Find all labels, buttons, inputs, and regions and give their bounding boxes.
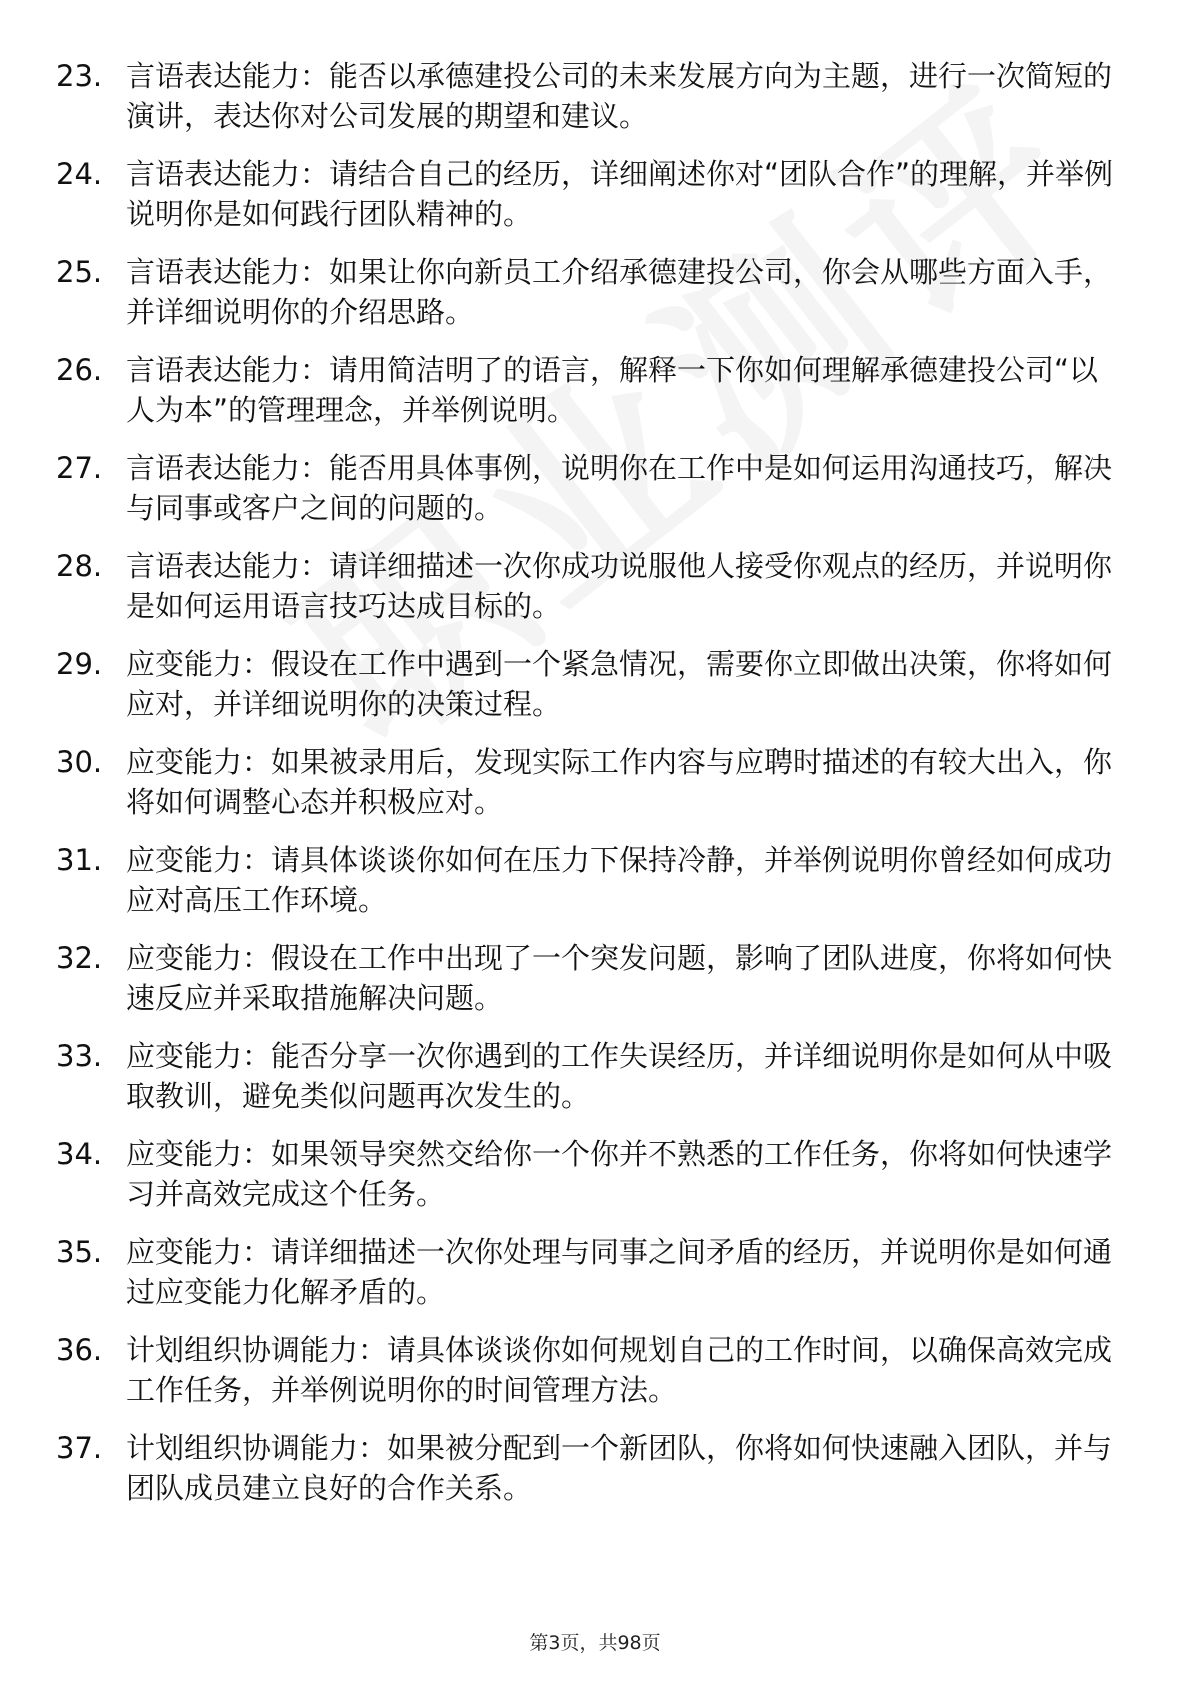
question-text: 应变能力：能否分享一次你遇到的工作失误经历，并详细说明你是如何从中吸取教训，避免类似问题再次发生的。	[126, 1039, 1113, 1113]
question-list	[0, 52, 1190, 1522]
question-number: 32.	[56, 941, 103, 975]
question-text: 言语表达能力：能否用具体事例，说明你在工作中是如何运用沟通技巧，解决与同事或客户之间的问题的。	[126, 451, 1113, 525]
question-item	[0, 542, 1190, 640]
question-item	[0, 1228, 1190, 1326]
question-number: 23.	[56, 59, 103, 93]
page-number-label: 第3页，共98页	[529, 1632, 661, 1654]
page-footer	[0, 1628, 1190, 1655]
question-text: 言语表达能力：如果让你向新员工介绍承德建投公司，你会从哪些方面入手，并详细说明你的介绍思路。	[126, 255, 1113, 329]
question-text: 计划组织协调能力：如果被分配到一个新团队，你将如何快速融入团队，并与团队成员建立良好的合作关系。	[126, 1431, 1113, 1505]
question-text: 应变能力：假设在工作中遇到一个紧急情况，需要你立即做出决策，你将如何应对，并详细说明你的决策过程。	[126, 647, 1113, 721]
question-text: 应变能力：假设在工作中出现了一个突发问题，影响了团队进度，你将如何快速反应并采取措施解决问题。	[126, 941, 1113, 1015]
question-number: 36.	[56, 1333, 103, 1367]
question-number: 27.	[56, 451, 103, 485]
question-text: 言语表达能力：请详细描述一次你成功说服他人接受你观点的经历，并说明你是如何运用语言技巧达成目标的。	[126, 549, 1113, 623]
question-text: 应变能力：请详细描述一次你处理与同事之间矛盾的经历，并说明你是如何通过应变能力化解矛盾的。	[126, 1235, 1113, 1309]
question-number: 31.	[56, 843, 103, 877]
question-item	[0, 150, 1190, 248]
question-number: 34.	[56, 1137, 103, 1171]
question-number: 26.	[56, 353, 103, 387]
question-item	[0, 836, 1190, 934]
question-item	[0, 346, 1190, 444]
question-item	[0, 640, 1190, 738]
question-item	[0, 1424, 1190, 1522]
question-number: 24.	[56, 157, 103, 191]
question-number: 35.	[56, 1235, 103, 1269]
question-text: 应变能力：如果被录用后，发现实际工作内容与应聘时描述的有较大出入，你将如何调整心态并积极应对。	[126, 745, 1113, 819]
question-text: 言语表达能力：能否以承德建投公司的未来发展方向为主题，进行一次简短的演讲，表达你对公司发展的期望和建议。	[126, 59, 1113, 133]
question-text: 应变能力：如果领导突然交给你一个你并不熟悉的工作任务，你将如何快速学习并高效完成这个任务。	[126, 1137, 1113, 1211]
question-number: 25.	[56, 255, 103, 289]
question-text: 言语表达能力：请结合自己的经历，详细阐述你对“团队合作”的理解，并举例说明你是如何践行团队精神的。	[126, 157, 1114, 231]
question-text: 计划组织协调能力：请具体谈谈你如何规划自己的工作时间，以确保高效完成工作任务，并举例说明你的时间管理方法。	[126, 1333, 1113, 1407]
question-item	[0, 444, 1190, 542]
question-number: 33.	[56, 1039, 103, 1073]
question-number: 37.	[56, 1431, 103, 1465]
question-item	[0, 248, 1190, 346]
question-item	[0, 1130, 1190, 1228]
question-item	[0, 52, 1190, 150]
question-text: 应变能力：请具体谈谈你如何在压力下保持冷静，并举例说明你曾经如何成功应对高压工作环境。	[126, 843, 1113, 917]
question-text: 言语表达能力：请用简洁明了的语言，解释一下你如何理解承德建投公司“以人为本”的管理理念，并举例说明。	[126, 353, 1099, 427]
question-item	[0, 1032, 1190, 1130]
question-number: 29.	[56, 647, 103, 681]
question-item	[0, 934, 1190, 1032]
question-number: 30.	[56, 745, 103, 779]
question-number: 28.	[56, 549, 103, 583]
question-item	[0, 738, 1190, 836]
question-item	[0, 1326, 1190, 1424]
